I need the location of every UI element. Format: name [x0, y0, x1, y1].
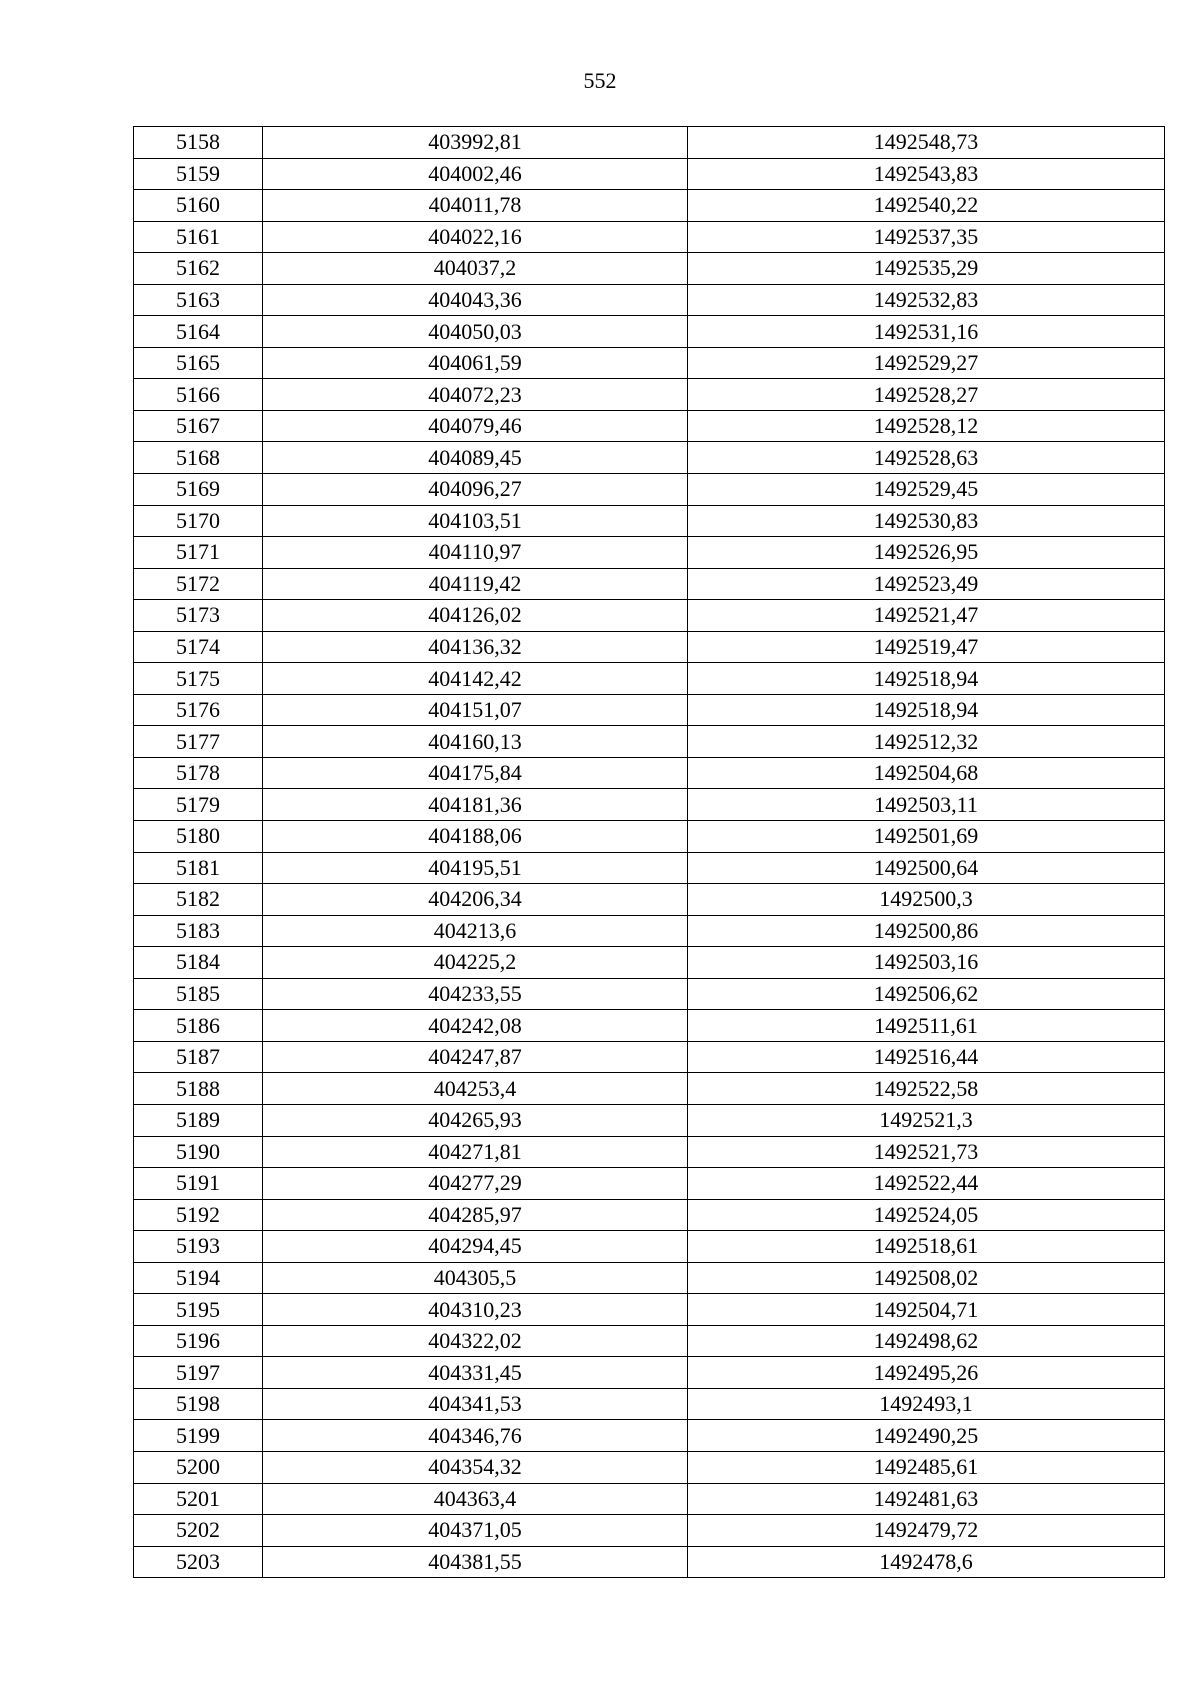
- y-coordinate-cell: 1492535,29: [688, 253, 1165, 285]
- y-coordinate-cell: 1492506,62: [688, 978, 1165, 1010]
- x-coordinate-cell: 404310,23: [263, 1294, 688, 1326]
- x-coordinate-cell: 404011,78: [263, 190, 688, 222]
- table-row: [134, 978, 1165, 1010]
- x-coordinate-cell: 404381,55: [263, 1546, 688, 1578]
- x-coordinate-cell: 404103,51: [263, 505, 688, 537]
- x-coordinate-cell: 404136,32: [263, 631, 688, 663]
- y-coordinate-cell: 1492529,45: [688, 474, 1165, 506]
- point-number-cell: 5198: [134, 1388, 263, 1420]
- x-coordinate-cell: 404160,13: [263, 726, 688, 758]
- point-number-cell: 5165: [134, 347, 263, 379]
- x-coordinate-cell: 404265,93: [263, 1104, 688, 1136]
- point-number-cell: 5191: [134, 1168, 263, 1200]
- y-coordinate-cell: 1492543,83: [688, 158, 1165, 190]
- x-coordinate-cell: 404371,05: [263, 1515, 688, 1547]
- point-number-cell: 5164: [134, 316, 263, 348]
- x-coordinate-cell: 404331,45: [263, 1357, 688, 1389]
- y-coordinate-cell: 1492524,05: [688, 1199, 1165, 1231]
- table-row: [134, 1199, 1165, 1231]
- table-row: [134, 221, 1165, 253]
- y-coordinate-cell: 1492518,94: [688, 694, 1165, 726]
- x-coordinate-cell: 404151,07: [263, 694, 688, 726]
- point-number-cell: 5188: [134, 1073, 263, 1105]
- table-row: [134, 947, 1165, 979]
- table-row: [134, 253, 1165, 285]
- point-number-cell: 5195: [134, 1294, 263, 1326]
- point-number-cell: 5180: [134, 821, 263, 853]
- table-row: [134, 1357, 1165, 1389]
- y-coordinate-cell: 1492528,63: [688, 442, 1165, 474]
- x-coordinate-cell: 404225,2: [263, 947, 688, 979]
- y-coordinate-cell: 1492478,6: [688, 1546, 1165, 1578]
- table-row: [134, 442, 1165, 474]
- y-coordinate-cell: 1492490,25: [688, 1420, 1165, 1452]
- y-coordinate-cell: 1492508,02: [688, 1262, 1165, 1294]
- table-row: [134, 694, 1165, 726]
- table-row: [134, 600, 1165, 632]
- point-number-cell: 5194: [134, 1262, 263, 1294]
- x-coordinate-cell: 403992,81: [263, 127, 688, 159]
- page-number: 552: [583, 68, 617, 93]
- point-number-cell: 5196: [134, 1325, 263, 1357]
- x-coordinate-cell: 404242,08: [263, 1010, 688, 1042]
- y-coordinate-cell: 1492521,3: [688, 1104, 1165, 1136]
- x-coordinate-cell: 404354,32: [263, 1451, 688, 1483]
- x-coordinate-cell: 404119,42: [263, 568, 688, 600]
- x-coordinate-cell: 404037,2: [263, 253, 688, 285]
- point-number-cell: 5201: [134, 1483, 263, 1515]
- point-number-cell: 5160: [134, 190, 263, 222]
- point-number-cell: 5176: [134, 694, 263, 726]
- point-number-cell: 5178: [134, 757, 263, 789]
- x-coordinate-cell: 404050,03: [263, 316, 688, 348]
- y-coordinate-cell: 1492501,69: [688, 821, 1165, 853]
- table-row: [134, 1136, 1165, 1168]
- point-number-cell: 5167: [134, 410, 263, 442]
- x-coordinate-cell: 404294,45: [263, 1231, 688, 1263]
- y-coordinate-cell: 1492512,32: [688, 726, 1165, 758]
- x-coordinate-cell: 404233,55: [263, 978, 688, 1010]
- table-row: [134, 568, 1165, 600]
- x-coordinate-cell: 404188,06: [263, 821, 688, 853]
- table-row: [134, 915, 1165, 947]
- point-number-cell: 5173: [134, 600, 263, 632]
- y-coordinate-cell: 1492518,94: [688, 663, 1165, 695]
- table-row: [134, 1262, 1165, 1294]
- point-number-cell: 5197: [134, 1357, 263, 1389]
- y-coordinate-cell: 1492503,16: [688, 947, 1165, 979]
- y-coordinate-cell: 1492504,71: [688, 1294, 1165, 1326]
- x-coordinate-cell: 404213,6: [263, 915, 688, 947]
- point-number-cell: 5169: [134, 474, 263, 506]
- point-number-cell: 5200: [134, 1451, 263, 1483]
- coordinates-table: [133, 126, 1165, 1578]
- point-number-cell: 5203: [134, 1546, 263, 1578]
- point-number-cell: 5166: [134, 379, 263, 411]
- x-coordinate-cell: 404096,27: [263, 474, 688, 506]
- point-number-cell: 5163: [134, 284, 263, 316]
- table-row: [134, 347, 1165, 379]
- x-coordinate-cell: 404346,76: [263, 1420, 688, 1452]
- x-coordinate-cell: 404061,59: [263, 347, 688, 379]
- point-number-cell: 5189: [134, 1104, 263, 1136]
- x-coordinate-cell: 404142,42: [263, 663, 688, 695]
- table-row: [134, 631, 1165, 663]
- table-row: [134, 1073, 1165, 1105]
- y-coordinate-cell: 1492540,22: [688, 190, 1165, 222]
- x-coordinate-cell: 404110,97: [263, 537, 688, 569]
- y-coordinate-cell: 1492511,61: [688, 1010, 1165, 1042]
- y-coordinate-cell: 1492530,83: [688, 505, 1165, 537]
- point-number-cell: 5187: [134, 1041, 263, 1073]
- point-number-cell: 5162: [134, 253, 263, 285]
- y-coordinate-cell: 1492500,3: [688, 884, 1165, 916]
- table-row: [134, 1546, 1165, 1578]
- point-number-cell: 5158: [134, 127, 263, 159]
- y-coordinate-cell: 1492548,73: [688, 127, 1165, 159]
- y-coordinate-cell: 1492503,11: [688, 789, 1165, 821]
- point-number-cell: 5159: [134, 158, 263, 190]
- x-coordinate-cell: 404277,29: [263, 1168, 688, 1200]
- table-row: [134, 1231, 1165, 1263]
- y-coordinate-cell: 1492528,27: [688, 379, 1165, 411]
- x-coordinate-cell: 404305,5: [263, 1262, 688, 1294]
- point-number-cell: 5181: [134, 852, 263, 884]
- table-row: [134, 284, 1165, 316]
- table-row: [134, 474, 1165, 506]
- table-row: [134, 1010, 1165, 1042]
- point-number-cell: 5186: [134, 1010, 263, 1042]
- table-row: [134, 1388, 1165, 1420]
- table-row: [134, 537, 1165, 569]
- point-number-cell: 5193: [134, 1231, 263, 1263]
- y-coordinate-cell: 1492529,27: [688, 347, 1165, 379]
- table-row: [134, 663, 1165, 695]
- y-coordinate-cell: 1492495,26: [688, 1357, 1165, 1389]
- table-row: [134, 726, 1165, 758]
- point-number-cell: 5168: [134, 442, 263, 474]
- point-number-cell: 5172: [134, 568, 263, 600]
- y-coordinate-cell: 1492498,62: [688, 1325, 1165, 1357]
- x-coordinate-cell: 404247,87: [263, 1041, 688, 1073]
- point-number-cell: 5183: [134, 915, 263, 947]
- table-row: [134, 789, 1165, 821]
- table-row: [134, 1104, 1165, 1136]
- y-coordinate-cell: 1492485,61: [688, 1451, 1165, 1483]
- y-coordinate-cell: 1492500,86: [688, 915, 1165, 947]
- y-coordinate-cell: 1492528,12: [688, 410, 1165, 442]
- y-coordinate-cell: 1492526,95: [688, 537, 1165, 569]
- table-row: [134, 1168, 1165, 1200]
- y-coordinate-cell: 1492504,68: [688, 757, 1165, 789]
- point-number-cell: 5177: [134, 726, 263, 758]
- point-number-cell: 5175: [134, 663, 263, 695]
- x-coordinate-cell: 404175,84: [263, 757, 688, 789]
- point-number-cell: 5171: [134, 537, 263, 569]
- table-row: [134, 1325, 1165, 1357]
- coordinates-table-body: [134, 127, 1165, 1578]
- table-row: [134, 379, 1165, 411]
- table-row: [134, 158, 1165, 190]
- x-coordinate-cell: 404072,23: [263, 379, 688, 411]
- x-coordinate-cell: 404271,81: [263, 1136, 688, 1168]
- x-coordinate-cell: 404181,36: [263, 789, 688, 821]
- x-coordinate-cell: 404022,16: [263, 221, 688, 253]
- table-row: [134, 884, 1165, 916]
- table-row: [134, 1420, 1165, 1452]
- x-coordinate-cell: 404341,53: [263, 1388, 688, 1420]
- point-number-cell: 5170: [134, 505, 263, 537]
- table-row: [134, 410, 1165, 442]
- x-coordinate-cell: 404363,4: [263, 1483, 688, 1515]
- table-row: [134, 1294, 1165, 1326]
- table-row: [134, 1515, 1165, 1547]
- y-coordinate-cell: 1492521,47: [688, 600, 1165, 632]
- y-coordinate-cell: 1492521,73: [688, 1136, 1165, 1168]
- y-coordinate-cell: 1492493,1: [688, 1388, 1165, 1420]
- x-coordinate-cell: 404126,02: [263, 600, 688, 632]
- point-number-cell: 5184: [134, 947, 263, 979]
- point-number-cell: 5185: [134, 978, 263, 1010]
- y-coordinate-cell: 1492531,16: [688, 316, 1165, 348]
- y-coordinate-cell: 1492532,83: [688, 284, 1165, 316]
- y-coordinate-cell: 1492516,44: [688, 1041, 1165, 1073]
- y-coordinate-cell: 1492522,58: [688, 1073, 1165, 1105]
- x-coordinate-cell: 404195,51: [263, 852, 688, 884]
- x-coordinate-cell: 404079,46: [263, 410, 688, 442]
- y-coordinate-cell: 1492523,49: [688, 568, 1165, 600]
- x-coordinate-cell: 404043,36: [263, 284, 688, 316]
- table-row: [134, 190, 1165, 222]
- x-coordinate-cell: 404089,45: [263, 442, 688, 474]
- y-coordinate-cell: 1492479,72: [688, 1515, 1165, 1547]
- x-coordinate-cell: 404322,02: [263, 1325, 688, 1357]
- point-number-cell: 5190: [134, 1136, 263, 1168]
- x-coordinate-cell: 404285,97: [263, 1199, 688, 1231]
- point-number-cell: 5199: [134, 1420, 263, 1452]
- x-coordinate-cell: 404253,4: [263, 1073, 688, 1105]
- y-coordinate-cell: 1492518,61: [688, 1231, 1165, 1263]
- x-coordinate-cell: 404002,46: [263, 158, 688, 190]
- table-row: [134, 1451, 1165, 1483]
- y-coordinate-cell: 1492522,44: [688, 1168, 1165, 1200]
- y-coordinate-cell: 1492481,63: [688, 1483, 1165, 1515]
- point-number-cell: 5182: [134, 884, 263, 916]
- table-row: [134, 852, 1165, 884]
- table-row: [134, 821, 1165, 853]
- y-coordinate-cell: 1492500,64: [688, 852, 1165, 884]
- table-row: [134, 1483, 1165, 1515]
- y-coordinate-cell: 1492537,35: [688, 221, 1165, 253]
- x-coordinate-cell: 404206,34: [263, 884, 688, 916]
- point-number-cell: 5192: [134, 1199, 263, 1231]
- point-number-cell: 5161: [134, 221, 263, 253]
- table-row: [134, 1041, 1165, 1073]
- point-number-cell: 5179: [134, 789, 263, 821]
- table-row: [134, 316, 1165, 348]
- point-number-cell: 5174: [134, 631, 263, 663]
- table-row: [134, 505, 1165, 537]
- y-coordinate-cell: 1492519,47: [688, 631, 1165, 663]
- point-number-cell: 5202: [134, 1515, 263, 1547]
- table-row: [134, 757, 1165, 789]
- table-row: [134, 127, 1165, 159]
